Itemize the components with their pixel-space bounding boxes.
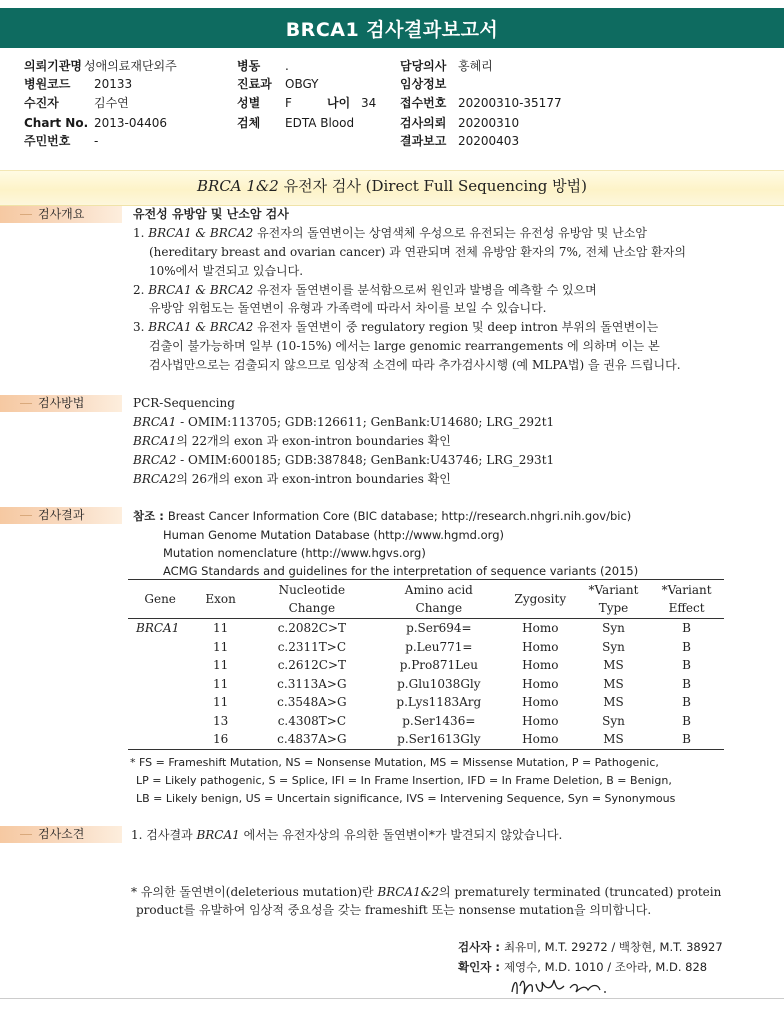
header-doctor: [400, 57, 493, 75]
legend-line3: LB = Likely benign, US = Uncertain significance, IVS = Intervening Sequence, Syn = Synonymous: [136, 792, 676, 805]
report-title: BRCA1 검사결과보고서: [0, 8, 784, 48]
doctor-value: 홍혜리: [458, 59, 493, 73]
p1-gene: BRCA1 & BRCA2: [148, 226, 254, 240]
dept-label: 진료과: [237, 77, 272, 91]
report-value: 20200403: [458, 134, 520, 148]
footnote-gene: BRCA1&2: [377, 885, 440, 899]
brca1-exon-text: 의 22개의 exon 과 exon-intron boundaries 확인: [176, 434, 451, 448]
brca1-gene: BRCA1: [133, 415, 177, 429]
table-row: [128, 712, 724, 731]
cell-zygosity: Homo: [522, 676, 559, 691]
footnote-line1: [131, 883, 721, 902]
opinion-pre: 1. 검사결과: [131, 828, 197, 842]
header-accession: [400, 94, 562, 112]
footnote-pre: * 유의한 돌연변이(deleterious mutation)란: [131, 885, 378, 899]
cell-nucleotide: c.4837A>G: [277, 732, 347, 746]
cell-zygosity: Homo: [522, 639, 559, 654]
doctor-label: 담당의사: [400, 59, 447, 73]
brca2-gene: BRCA2: [133, 453, 177, 467]
overview-p1-line3: 10%에서 발견되고 있습니다.: [149, 264, 304, 278]
tester-label: 검사자 :: [458, 940, 504, 954]
chart-label: Chart No.: [24, 116, 89, 130]
cell-nucleotide: c.3113A>G: [277, 676, 347, 691]
table-row: [128, 619, 724, 638]
banner-gene: BRCA 1&2: [197, 177, 279, 195]
overview-p3-line2: 검출이 불가능하며 일부 (10-15%) 에서는 large genomic rearrangements 에 의하며 이는 본: [149, 339, 660, 353]
opinion-gene: BRCA1: [196, 828, 240, 842]
p1-number: 1.: [133, 226, 149, 240]
cell-exon: 11: [212, 658, 229, 672]
cell-gene: [128, 638, 192, 657]
cell-variant-type: Syn: [602, 713, 625, 728]
cell-zygosity: Homo: [522, 621, 559, 635]
cell-variant-effect: B: [682, 639, 691, 654]
specimen-label: 검체: [237, 116, 261, 130]
ward-value: .: [285, 59, 289, 73]
opinion-post: 에서는 유전자상의 유의한 돌연변이*가 발견되지 않았습니다.: [239, 828, 563, 842]
cell-variant-effect: B: [682, 676, 691, 691]
p2-number: 2.: [133, 283, 149, 297]
cell-exon: 11: [212, 621, 229, 635]
cell-variant-type: MS: [603, 695, 624, 709]
cell-gene: [128, 730, 192, 749]
section-label-overview: [0, 206, 122, 223]
cell-gene: [128, 675, 192, 694]
brca1-exon-gene: BRCA1: [133, 434, 177, 448]
col-variant-type: *Variant Type: [578, 580, 649, 619]
specimen-value: EDTA Blood: [285, 116, 355, 130]
cell-variant-effect: B: [682, 695, 691, 709]
label-dash: [20, 515, 32, 516]
institution-label: 의뢰기관명: [24, 59, 82, 73]
overview-p2-line2: 유방암 위험도는 돌연변이 유형과 가족력에 따라서 차이를 보일 수 있습니다.: [149, 301, 547, 315]
section-label-result: [0, 507, 122, 524]
col-exon: Exon: [192, 580, 249, 619]
cell-nucleotide: c.2082C>T: [277, 621, 347, 635]
cell-variant-type: Syn: [602, 621, 625, 635]
cell-gene: [128, 712, 192, 731]
ref-bic: Breast Cancer Information Core (BIC database; http://research.nhgri.nih.gov/bic): [167, 509, 632, 523]
ward-label: 병동: [237, 59, 261, 73]
overview-p3-line3: 검사법만으로는 검출되지 않으므로 임상적 소견에 따라 추가검사시행 (예 MLPA법) 을 권유 드립니다.: [149, 358, 681, 372]
p3-number: 3.: [133, 320, 149, 334]
cell-gene: [128, 656, 192, 675]
method-label: 검사방법: [38, 396, 85, 410]
resident-label: 주민번호: [24, 134, 71, 148]
patient-value: 김수연: [94, 96, 129, 110]
result-ref-line1: [133, 507, 631, 526]
footnote-post: 의 prematurely terminated (truncated) protein: [439, 885, 722, 899]
cell-variant-effect: B: [682, 621, 691, 635]
request-value: 20200310: [458, 116, 520, 130]
cell-variant-type: MS: [603, 732, 624, 746]
cell-amino-acid: p.Pro871Leu: [399, 658, 478, 672]
header-patient: [24, 94, 129, 112]
cell-zygosity: Homo: [522, 713, 559, 728]
cell-nucleotide: c.2612C>T: [277, 658, 347, 672]
cell-amino-acid: p.Glu1038Gly: [397, 676, 481, 691]
p2-text: 유전자 돌연변이를 분석함으로써 원인과 발병을 예측할 수 있으며: [253, 283, 597, 297]
method-brca2-exon: [133, 470, 451, 489]
banner-title: [0, 175, 784, 197]
request-label: 검사의뢰: [400, 116, 447, 130]
legend-line2: LP = Likely pathogenic, S = Splice, IFI = In Frame Insertion, IFD = In Frame Deletion, B = Benign,: [136, 774, 672, 787]
cell-variant-type: MS: [603, 658, 624, 672]
cell-amino-acid: p.Lys1183Arg: [396, 695, 482, 709]
overview-p1-line1: [133, 224, 647, 243]
cell-exon: 16: [212, 732, 229, 746]
cell-gene: [128, 693, 192, 712]
cell-amino-acid: p.Leu771=: [405, 639, 473, 654]
header-specimen: [237, 114, 355, 132]
legend-line1: * FS = Frameshift Mutation, NS = Nonsense Mutation, MS = Missense Mutation, P = Pathogenic,: [130, 756, 659, 769]
overview-p1-line2: (hereditary breast and ovarian cancer) 과 연관되며 전체 유방암 환자의 7%, 전체 난소암 환자의: [149, 245, 686, 259]
col-amino-acid: Amino acid Change: [375, 580, 503, 619]
table-header-row: [128, 580, 724, 619]
ref-hgvs: Mutation nomenclature (http://www.hgvs.org): [163, 546, 426, 560]
col-nucleotide: Nucleotide Change: [249, 580, 375, 619]
header-institution: [24, 57, 177, 75]
overview-label: 검사개요: [38, 207, 85, 221]
opinion-text: [131, 826, 562, 845]
patient-label: 수진자: [24, 96, 59, 110]
banner-text: 유전자 검사 (Direct Full Sequencing 방법): [278, 177, 587, 195]
header-report: [400, 132, 520, 150]
col-zygosity: Zygosity: [503, 580, 578, 619]
sex-label: 성별: [237, 96, 261, 110]
cell-exon: 11: [212, 639, 229, 654]
p1-text: 유전자의 돌연변이는 상염색체 우성으로 유전되는 유전성 유방암 및 난소암: [253, 226, 647, 240]
cell-exon: 11: [212, 676, 229, 691]
table-row: [128, 730, 724, 749]
table-row: [128, 638, 724, 657]
cell-nucleotide: c.4308T>C: [277, 713, 347, 728]
label-dash: [20, 214, 32, 215]
header-chart: [24, 114, 168, 132]
sex-value: F: [285, 96, 292, 110]
section-label-method: [0, 395, 122, 412]
cell-gene: BRCA1: [136, 621, 180, 635]
cell-exon: 11: [212, 695, 229, 709]
dept-value: OBGY: [285, 77, 319, 91]
table-row: [128, 656, 724, 675]
resident-value: -: [94, 134, 99, 148]
p3-text: 유전자 돌연변이 중 regulatory region 및 deep intron 부위의 돌연변이는: [253, 320, 659, 334]
p2-gene: BRCA1 & BRCA2: [148, 283, 254, 297]
label-dash: [20, 834, 32, 835]
overview-p3-line1: [133, 318, 658, 337]
p3-gene: BRCA1 & BRCA2: [148, 320, 254, 334]
cell-zygosity: Homo: [522, 695, 559, 709]
table-row: [128, 693, 724, 712]
header-ward: [237, 57, 289, 75]
overview-p2-line1: [133, 281, 597, 300]
footnote-line2: product를 유발하여 임상적 중요성을 갖는 frameshift 또는 nonsense mutation을 의미합니다.: [136, 903, 652, 917]
cell-variant-type: Syn: [602, 639, 625, 654]
section-label-opinion: [0, 826, 122, 843]
cell-variant-effect: B: [682, 658, 691, 672]
col-gene: Gene: [128, 580, 192, 619]
report-label: 결과보고: [400, 134, 447, 148]
header-clinical: [400, 75, 446, 93]
col-variant-effect: *Variant Effect: [649, 580, 724, 619]
header-dept: [237, 75, 319, 93]
variant-rows: [128, 619, 724, 750]
age-value: 34: [361, 96, 377, 110]
brca2-exon-text: 의 26개의 exon 과 exon-intron boundaries 확인: [176, 472, 451, 486]
header-sex-age: [237, 94, 377, 112]
footer-rule: [0, 998, 784, 999]
result-label: 검사결과: [38, 508, 85, 522]
accession-value: 20200310-35177: [458, 96, 562, 110]
confirm-value: 제영수, M.D. 1010 / 조아라, M.D. 828: [503, 960, 708, 974]
brca2-ref-text: - OMIM:600185; GDB:387848; GenBank:U43746; LRG_293t1: [176, 453, 555, 467]
opinion-label: 검사소견: [38, 827, 85, 841]
cell-variant-type: MS: [603, 676, 624, 691]
cell-variant-effect: B: [682, 713, 691, 728]
cell-nucleotide: c.2311T>C: [277, 639, 347, 654]
institution-value: 성애의료재단외주: [84, 59, 177, 73]
brca1-ref-text: - OMIM:113705; GDB:126611; GenBank:U14680; LRG_292t1: [176, 415, 555, 429]
cell-amino-acid: p.Ser694=: [406, 621, 472, 635]
cell-nucleotide: c.3548A>G: [277, 695, 347, 709]
brca2-exon-gene: BRCA2: [133, 472, 177, 486]
variant-table: [128, 579, 724, 750]
table-row: [128, 675, 724, 694]
confirm-label: 확인자 :: [458, 960, 504, 974]
method-brca2-ref: [133, 451, 554, 470]
clinical-label: 임상정보: [400, 77, 447, 91]
header-resident: [24, 132, 99, 150]
method-brca1-exon: [133, 432, 451, 451]
header-request: [400, 114, 520, 132]
cell-variant-effect: B: [682, 732, 691, 746]
tester-value: 최유미, M.T. 29272 / 백창현, M.T. 38927: [503, 940, 723, 954]
accession-label: 접수번호: [400, 96, 447, 110]
ref-hgmd: Human Genome Mutation Database (http://www.hgmd.org): [163, 528, 504, 542]
cell-zygosity: Homo: [522, 658, 559, 672]
label-dash: [20, 403, 32, 404]
chart-value: 2013-04406: [94, 116, 168, 130]
age-label: 나이: [327, 96, 351, 110]
hospital-code-value: 20133: [94, 77, 133, 91]
cell-exon: 13: [212, 713, 229, 728]
method-heading: PCR-Sequencing: [133, 396, 235, 410]
header-hospital-code: [24, 75, 133, 93]
ref-label: 참조 :: [133, 509, 168, 523]
hospital-code-label: 병원코드: [24, 77, 71, 91]
cell-zygosity: Homo: [522, 732, 559, 746]
cell-amino-acid: p.Ser1436=: [402, 713, 476, 728]
method-brca1-ref: [133, 413, 554, 432]
overview-heading: 유전성 유방암 및 난소암 검사: [133, 207, 289, 221]
cell-amino-acid: p.Ser1613Gly: [397, 732, 481, 746]
signoff-tester: [458, 938, 723, 957]
ref-acmg: ACMG Standards and guidelines for the interpretation of sequence variants (2015): [163, 564, 639, 578]
